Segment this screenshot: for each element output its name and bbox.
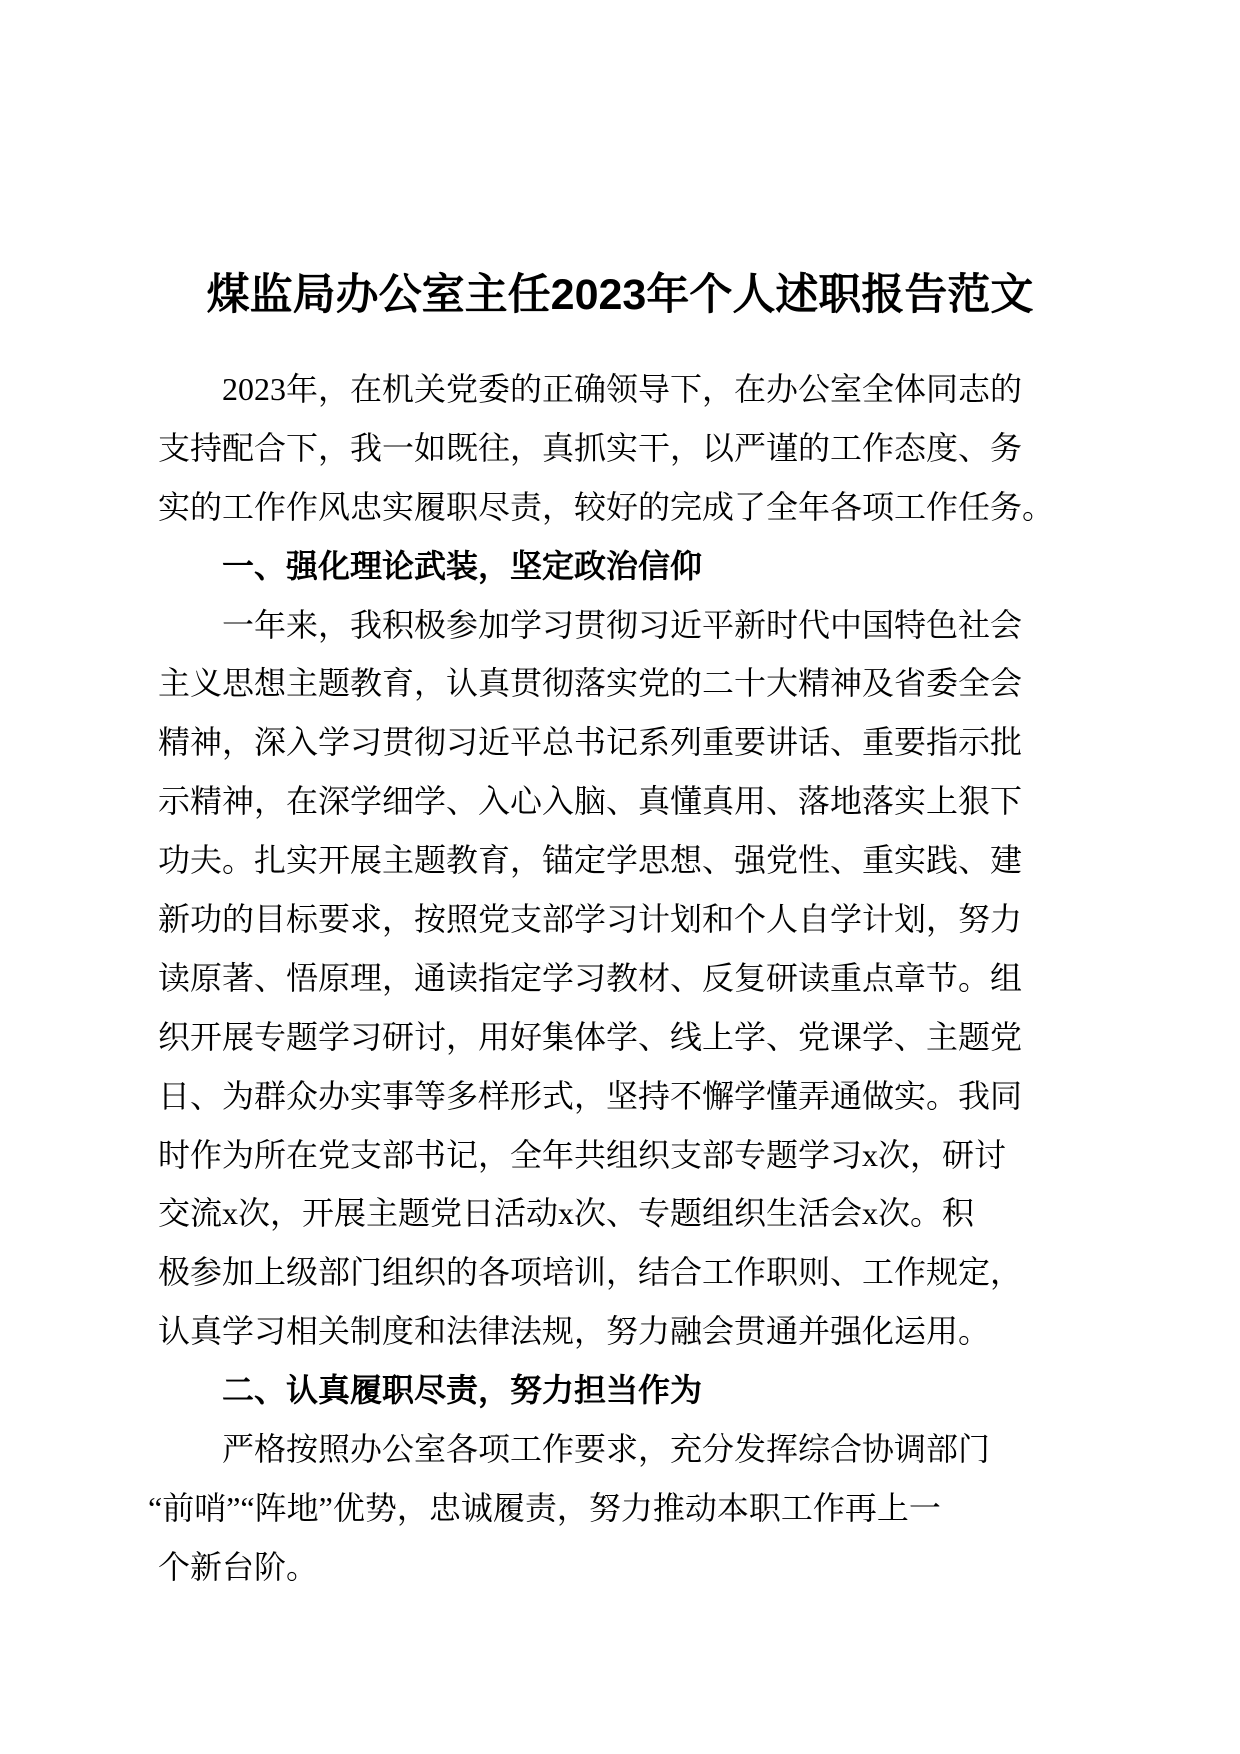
section-1-line: 日、为群众办实事等多样形式，坚持不懈学懂弄通做实。我同 — [158, 1077, 1023, 1114]
section-1-line: 读原著、悟原理，通读指定学习教材、反复研读重点章节。组 — [158, 959, 1023, 996]
section-1-line: 织开展专题学习研讨，用好集体学、线上学、党课学、主题党 — [158, 1018, 1023, 1055]
intro-line: 支持配合下，我一如既往，真抓实干，以严谨的工作态度、务 — [158, 429, 1023, 466]
section-1-line: 精神，深入学习贯彻习近平总书记系列重要讲话、重要指示批 — [158, 724, 1023, 761]
document-title: 煤监局办公室主任2023年个人述职报告范文 — [206, 271, 1034, 319]
section-1-line: 主义思想主题教育，认真贯彻落实党的二十大精神及省委全会 — [158, 665, 1023, 702]
section-2-line: 个新台阶。 — [158, 1548, 319, 1585]
section-1-line: 认真学习相关制度和法律法规，努力融会贯通并强化运用。 — [158, 1313, 991, 1350]
section-1-line: 一年来，我积极参加学习贯彻习近平新时代中国特色社会 — [222, 606, 1023, 643]
section-1-line: 交流x次，开展主题党日活动x次、专题组织生活会x次。积 — [158, 1195, 975, 1232]
section-2-heading: 二、认真履职尽责，努力担当作为 — [222, 1372, 703, 1409]
section-2-line: 严格按照办公室各项工作要求，充分发挥综合协调部门 — [222, 1431, 991, 1468]
intro-line: 实的工作作风忠实履职尽责，较好的完成了全年各项工作任务。 — [158, 488, 1055, 525]
document-body — [148, 360, 1078, 1597]
section-1-line: 新功的目标要求，按照党支部学习计划和个人自学计划，努力 — [158, 901, 1023, 938]
section-1-line: 示精神，在深学细学、入心入脑、真懂真用、落地落实上狠下 — [158, 783, 1023, 820]
section-1-heading: 一、强化理论武装，坚定政治信仰 — [222, 547, 703, 584]
intro-line: 2023年，在机关党委的正确领导下，在办公室全体同志的 — [222, 371, 1023, 407]
section-1-line: 功夫。扎实开展主题教育，锚定学思想、强党性、重实践、建 — [158, 842, 1023, 879]
section-2-line: “前哨”“阵地”优势，忠诚履责，努力推动本职工作再上一 — [148, 1489, 941, 1526]
section-1-line: 时作为所在党支部书记，全年共组织支部专题学习x次，研讨 — [158, 1136, 1007, 1173]
section-1-line: 极参加上级部门组织的各项培训，结合工作职则、工作规定， — [158, 1254, 1023, 1291]
